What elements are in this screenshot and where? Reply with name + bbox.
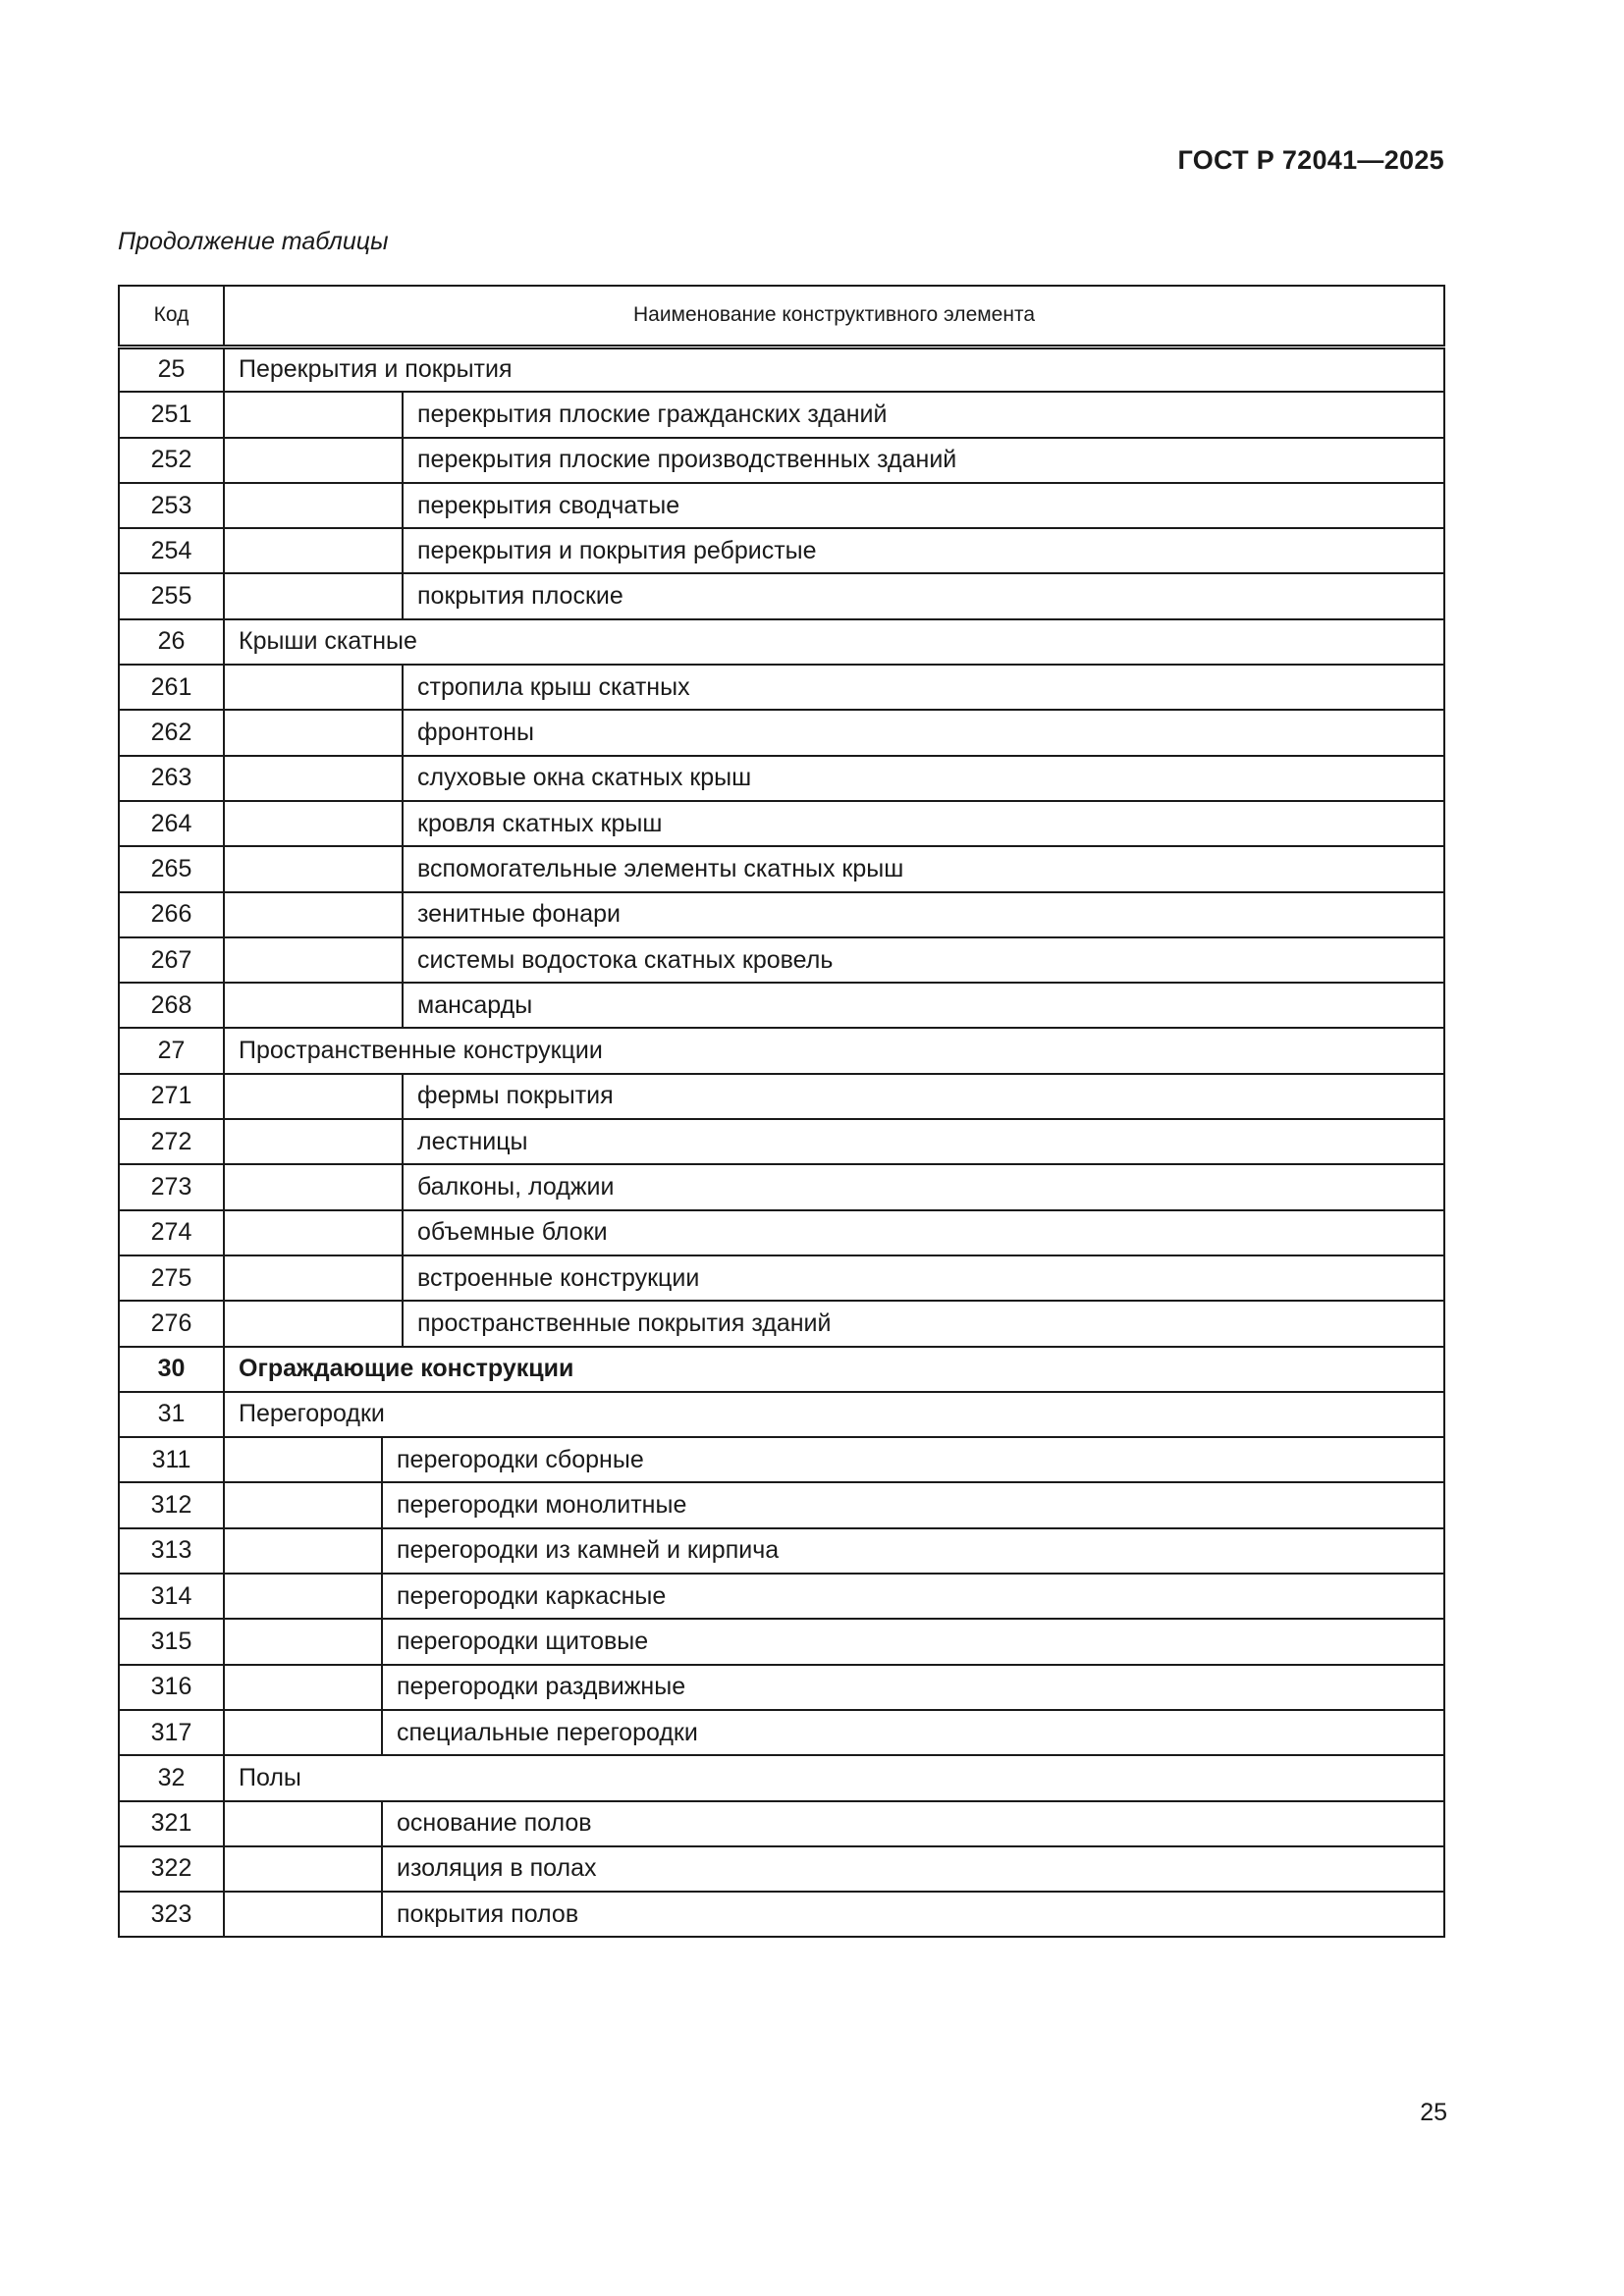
row-code: 275 [119, 1255, 224, 1301]
row-name: перегородки щитовые [382, 1619, 1444, 1664]
row-name: перегородки сборные [382, 1437, 1444, 1482]
row-code: 315 [119, 1619, 224, 1664]
table-row [119, 438, 1444, 483]
table-row [119, 1482, 1444, 1527]
column-header-name: Наименование конструктивного элемента [224, 286, 1444, 347]
row-code: 274 [119, 1210, 224, 1255]
indent-cell [224, 1482, 382, 1527]
row-code: 253 [119, 483, 224, 528]
indent-cell [224, 392, 403, 437]
indent-cell [224, 983, 403, 1028]
indent-cell [224, 665, 403, 710]
indent-cell [224, 1801, 382, 1846]
indent-cell [224, 1074, 403, 1119]
row-name: Полы [224, 1755, 1444, 1800]
row-name: изоляция в полах [382, 1846, 1444, 1892]
row-name: системы водостока скатных кровель [403, 937, 1444, 983]
indent-cell [224, 710, 403, 755]
indent-cell [224, 1164, 403, 1209]
row-name: покрытия полов [382, 1892, 1444, 1937]
table-caption: Продолжение таблицы [118, 228, 389, 255]
table-row [119, 892, 1444, 937]
row-name: перегородки из камней и кирпича [382, 1528, 1444, 1574]
row-code: 27 [119, 1028, 224, 1073]
table-row [119, 1392, 1444, 1437]
row-name: фронтоны [403, 710, 1444, 755]
row-name: перегородки монолитные [382, 1482, 1444, 1527]
row-name: Пространственные конструкции [224, 1028, 1444, 1073]
column-header-code: Код [119, 286, 224, 347]
table-row [119, 1164, 1444, 1209]
table-row [119, 1619, 1444, 1664]
row-name: покрытия плоские [403, 573, 1444, 618]
row-name: перегородки каркасные [382, 1574, 1444, 1619]
indent-cell [224, 756, 403, 801]
row-code: 312 [119, 1482, 224, 1527]
row-name: перегородки раздвижные [382, 1665, 1444, 1710]
row-code: 317 [119, 1710, 224, 1755]
row-code: 323 [119, 1892, 224, 1937]
table-row [119, 1755, 1444, 1800]
row-code: 264 [119, 801, 224, 846]
table-row [119, 846, 1444, 891]
row-name: Перегородки [224, 1392, 1444, 1437]
row-name: перекрытия плоские производственных зданий [403, 438, 1444, 483]
indent-cell [224, 1437, 382, 1482]
indent-cell [224, 892, 403, 937]
table-row [119, 1210, 1444, 1255]
table-row [119, 1892, 1444, 1937]
page-number: 25 [1420, 2099, 1447, 2126]
table-row [119, 1301, 1444, 1346]
row-name: вспомогательные элементы скатных крыш [403, 846, 1444, 891]
row-name: пространственные покрытия зданий [403, 1301, 1444, 1346]
table-row [119, 1255, 1444, 1301]
indent-cell [224, 1119, 403, 1164]
table-row [119, 756, 1444, 801]
row-name: стропила крыш скатных [403, 665, 1444, 710]
table-row [119, 1074, 1444, 1119]
row-name: перекрытия плоские гражданских зданий [403, 392, 1444, 437]
table-row [119, 1846, 1444, 1892]
row-name: Ограждающие конструкции [224, 1347, 1444, 1392]
indent-cell [224, 1210, 403, 1255]
row-code: 26 [119, 619, 224, 665]
row-name: лестницы [403, 1119, 1444, 1164]
row-code: 32 [119, 1755, 224, 1800]
row-name: зенитные фонари [403, 892, 1444, 937]
row-name: встроенные конструкции [403, 1255, 1444, 1301]
row-name: кровля скатных крыш [403, 801, 1444, 846]
table-header-row [119, 286, 1444, 347]
indent-cell [224, 1255, 403, 1301]
table-row [119, 937, 1444, 983]
row-code: 321 [119, 1801, 224, 1846]
table-row [119, 483, 1444, 528]
standard-designation: ГОСТ Р 72041—2025 [1177, 145, 1444, 175]
row-code: 255 [119, 573, 224, 618]
row-code: 31 [119, 1392, 224, 1437]
row-name: перекрытия и покрытия ребристые [403, 528, 1444, 573]
row-code: 265 [119, 846, 224, 891]
row-name: Крыши скатные [224, 619, 1444, 665]
row-code: 268 [119, 983, 224, 1028]
indent-cell [224, 1528, 382, 1574]
row-code: 254 [119, 528, 224, 573]
row-code: 30 [119, 1347, 224, 1392]
table-row [119, 347, 1444, 392]
row-code: 267 [119, 937, 224, 983]
indent-cell [224, 846, 403, 891]
table-row [119, 983, 1444, 1028]
table-row [119, 801, 1444, 846]
table-row [119, 1528, 1444, 1574]
row-name: Перекрытия и покрытия [224, 347, 1444, 392]
indent-cell [224, 1574, 382, 1619]
indent-cell [224, 573, 403, 618]
row-code: 252 [119, 438, 224, 483]
table-row [119, 1801, 1444, 1846]
indent-cell [224, 438, 403, 483]
table-row [119, 1347, 1444, 1392]
table-row [119, 1665, 1444, 1710]
indent-cell [224, 1665, 382, 1710]
row-code: 262 [119, 710, 224, 755]
table-row [119, 392, 1444, 437]
indent-cell [224, 801, 403, 846]
indent-cell [224, 937, 403, 983]
row-name: перекрытия сводчатые [403, 483, 1444, 528]
table-row [119, 573, 1444, 618]
row-name: специальные перегородки [382, 1710, 1444, 1755]
row-code: 263 [119, 756, 224, 801]
row-code: 25 [119, 347, 224, 392]
row-code: 272 [119, 1119, 224, 1164]
row-code: 271 [119, 1074, 224, 1119]
row-code: 261 [119, 665, 224, 710]
row-name: объемные блоки [403, 1210, 1444, 1255]
row-code: 273 [119, 1164, 224, 1209]
indent-cell [224, 1301, 403, 1346]
row-name: мансарды [403, 983, 1444, 1028]
element-code-table [118, 285, 1445, 1938]
row-name: балконы, лоджии [403, 1164, 1444, 1209]
table-row [119, 1710, 1444, 1755]
indent-cell [224, 483, 403, 528]
row-code: 322 [119, 1846, 224, 1892]
row-code: 251 [119, 392, 224, 437]
table-row [119, 528, 1444, 573]
row-code: 314 [119, 1574, 224, 1619]
table-row [119, 619, 1444, 665]
row-name: фермы покрытия [403, 1074, 1444, 1119]
indent-cell [224, 1619, 382, 1664]
indent-cell [224, 1892, 382, 1937]
table-row [119, 1028, 1444, 1073]
table-body [119, 347, 1444, 1937]
indent-cell [224, 1710, 382, 1755]
row-code: 313 [119, 1528, 224, 1574]
table-row [119, 665, 1444, 710]
row-name: слуховые окна скатных крыш [403, 756, 1444, 801]
row-code: 316 [119, 1665, 224, 1710]
table-row [119, 1574, 1444, 1619]
indent-cell [224, 528, 403, 573]
table-row [119, 1437, 1444, 1482]
row-code: 311 [119, 1437, 224, 1482]
table-row [119, 1119, 1444, 1164]
table-row [119, 710, 1444, 755]
row-name: основание полов [382, 1801, 1444, 1846]
indent-cell [224, 1846, 382, 1892]
row-code: 266 [119, 892, 224, 937]
row-code: 276 [119, 1301, 224, 1346]
